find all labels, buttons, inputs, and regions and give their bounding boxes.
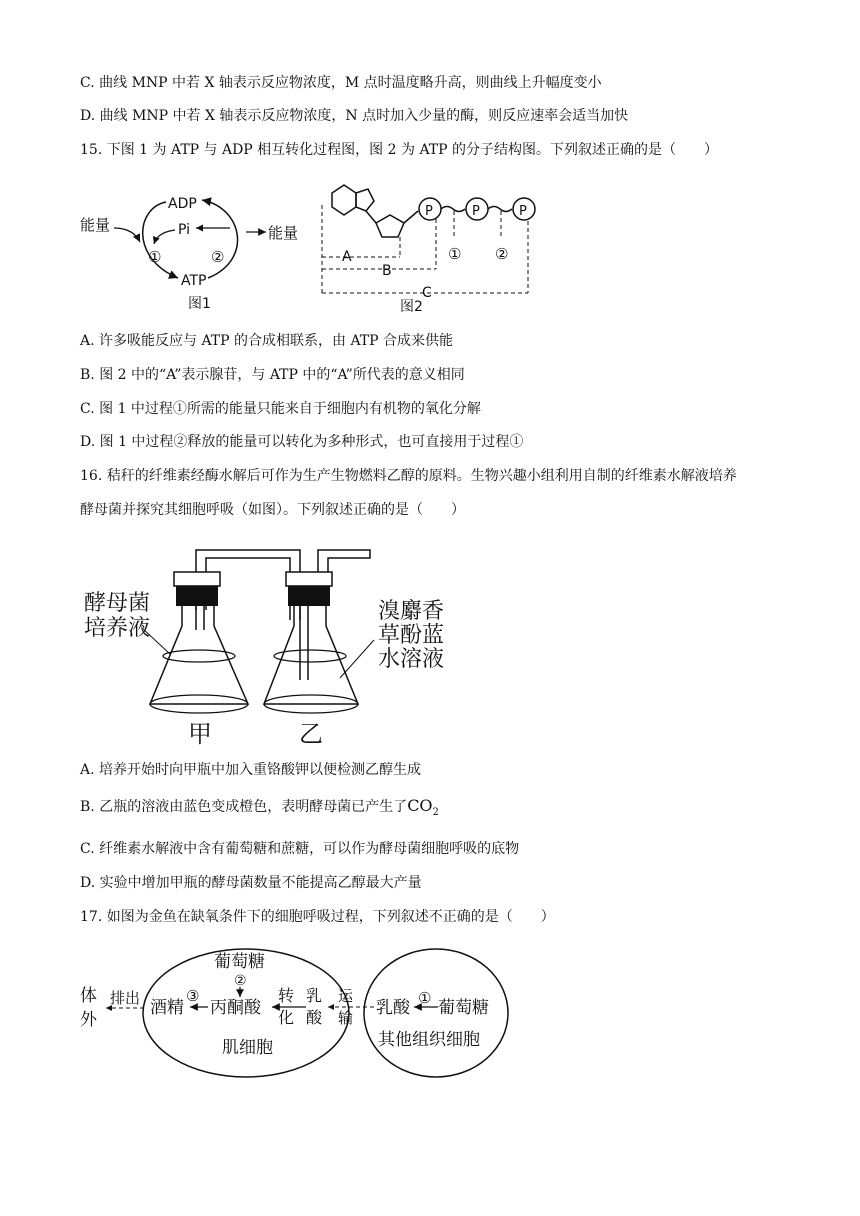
adenine-ring-5 (356, 189, 374, 211)
excrete-label: 排出 (110, 989, 141, 1007)
option-15a: A. 许多吸能反应与 ATP 的合成相联系，由 ATP 合成来供能 (80, 333, 454, 349)
body-outside-2: 外 (80, 1010, 97, 1030)
bromothymol-label-2: 草酚蓝 (378, 623, 445, 648)
svg-text:P: P (472, 204, 480, 219)
yeast-culture-label-2: 培养液 (84, 616, 151, 641)
transport-label-1: 运 (338, 987, 354, 1005)
yeast-culture-label-1: 酵母菌 (84, 591, 151, 616)
ribose-ring (376, 215, 404, 237)
muscle-cell-label: 肌细胞 (222, 1038, 273, 1058)
co2-formula: CO (407, 796, 433, 815)
figure-1-caption: 图1 (188, 296, 211, 312)
goldfish-respiration-diagram (76, 945, 516, 1080)
option-16d: D. 实验中增加甲瓶的酵母菌数量不能提高乙醇最大产量 (80, 875, 422, 891)
convert-label-1: 转 (278, 986, 295, 1005)
option-16c: C. 纤维素水解液中含有葡萄糖和蔗糖，可以作为酵母菌细胞呼吸的底物 (80, 841, 520, 857)
option-15b: B. 图 2 中的“A”表示腺苷，与 ATP 中的“A”所代表的意义相同 (80, 367, 465, 383)
bond-2-label: ② (495, 245, 509, 263)
bromothymol-label-1: 溴麝香 (378, 599, 445, 624)
figure-2-caption: 图2 (400, 299, 423, 315)
flask-jia-label: 甲 (188, 720, 212, 748)
lactic-acid-label: 乳酸 (376, 998, 410, 1018)
adenine-ring-6 (332, 185, 356, 215)
option-14c: C. 曲线 MNP 中若 X 轴表示反应物浓度，M 点时温度略升高，则曲线上升幅度变小 (80, 75, 602, 91)
atp-label: ATP (181, 273, 207, 289)
pi-label: Pi (178, 222, 191, 238)
alcohol-label: 酒精 (150, 998, 184, 1018)
high-energy-bond-1 (441, 207, 465, 212)
bond-1-label: ① (448, 245, 462, 263)
label-a: A (342, 249, 352, 265)
yeast-respiration-apparatus (78, 540, 478, 750)
question-16-stem-1: 16. 秸秆的纤维素经酶水解后可作为生产生物燃料乙醇的原料。生物兴趣小组利用自制的纤维素水解液培养 (80, 468, 737, 484)
bromothymol-label-3: 水溶液 (378, 647, 445, 672)
lactic-in-label-2: 酸 (306, 1008, 323, 1027)
svg-text:P: P (519, 204, 527, 219)
option-16b: B. 乙瓶的溶液由蓝色变成橙色，表明酵母菌已产生了$CO_2$ (80, 796, 439, 818)
label-c: C (422, 285, 432, 301)
atp-structure-diagram (318, 175, 548, 315)
glucose-other-label: 葡萄糖 (438, 998, 489, 1018)
svg-text:P: P (425, 204, 433, 219)
other-cells-label: 其他组织细胞 (378, 1030, 480, 1050)
transport-label-2: 输 (338, 1009, 354, 1027)
pyruvate-label: 丙酮酸 (210, 998, 261, 1018)
step-1-label: ① (418, 989, 432, 1007)
energy-out-label: 能量 (268, 224, 299, 242)
adp-label: ADP (168, 196, 197, 212)
question-16-stem-2: 酵母菌并探究其细胞呼吸（如图）。下列叙述正确的是（ ） (80, 502, 465, 518)
high-energy-bond-2 (488, 207, 512, 212)
right-stopper (288, 586, 330, 606)
step-2-label: ② (234, 973, 247, 989)
option-16a: A. 培养开始时向甲瓶中加入重铬酸钾以便检测乙醇生成 (80, 762, 422, 778)
flask-yi (264, 606, 358, 704)
glucose-muscle-label: 葡萄糖 (214, 952, 265, 972)
option-15d: D. 图 1 中过程②释放的能量可以转化为多种形式，也可直接用于过程① (80, 434, 524, 450)
option-15c: C. 图 1 中过程①所需的能量只能来自于细胞内有机物的氧化分解 (80, 401, 481, 417)
energy-in-label: 能量 (80, 216, 111, 234)
process-1-label: ① (148, 248, 162, 266)
body-outside-1: 体 (80, 986, 97, 1006)
atp-adp-cycle-diagram (78, 178, 308, 313)
hydrolysis-arc (202, 200, 238, 278)
synthesis-arc (143, 202, 178, 278)
process-2-label: ② (211, 248, 225, 266)
option-14d: D. 曲线 MNP 中若 X 轴表示反应物浓度，N 点时加入少量的酶，则反应速率会适当加快 (80, 108, 629, 124)
flask-yi-label: 乙 (299, 720, 323, 748)
question-17-stem: 17. 如图为金鱼在缺氧条件下的细胞呼吸过程，下列叙述不正确的是（ ） (80, 909, 555, 925)
convert-label-2: 化 (278, 1008, 295, 1027)
label-b: B (382, 263, 392, 279)
flask-jia (150, 606, 248, 704)
lactic-in-label-1: 乳 (306, 986, 323, 1005)
left-stopper (176, 586, 218, 606)
step-3-label: ③ (186, 987, 200, 1005)
question-15-stem: 15. 下图 1 为 ATP 与 ADP 相互转化过程图，图 2 为 ATP 的分子结构图。下列叙述正确的是（ ） (80, 142, 718, 158)
